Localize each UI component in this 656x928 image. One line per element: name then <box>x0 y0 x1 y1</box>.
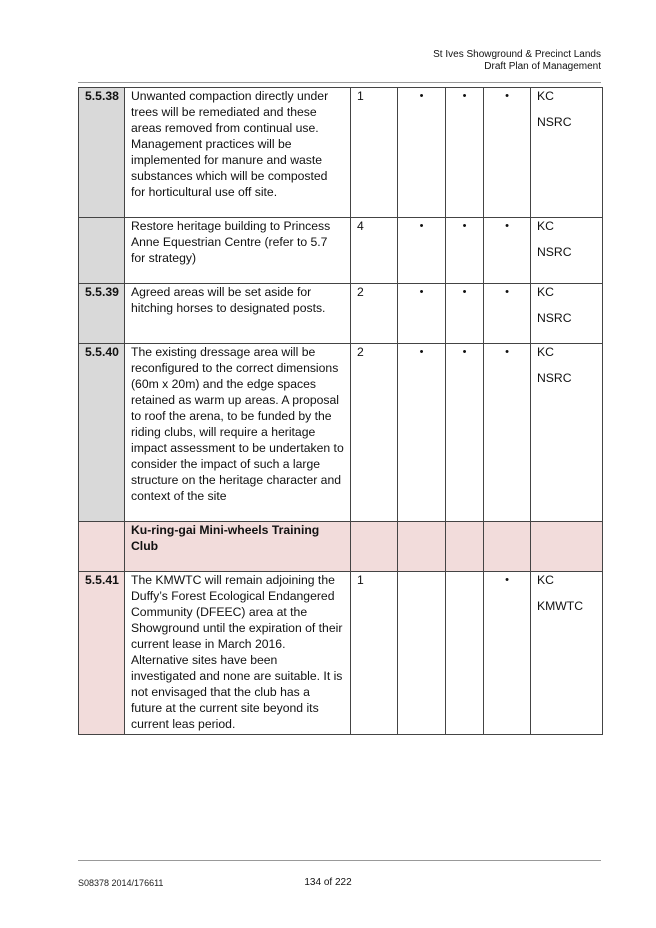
bullet-marker: • <box>398 88 446 218</box>
bullet-marker: • <box>446 284 484 344</box>
row-priority: 1 <box>351 88 398 218</box>
responsibility-item: KC <box>537 573 554 587</box>
bullet-marker <box>446 572 484 735</box>
responsibility-item: NSRC <box>537 245 572 259</box>
row-responsibility <box>531 344 603 522</box>
empty-cell <box>351 522 398 572</box>
row-priority: 2 <box>351 344 398 522</box>
bullet-marker: • <box>398 344 446 522</box>
row-id: 5.5.38 <box>79 88 125 218</box>
table-row <box>79 344 603 522</box>
table-row <box>79 218 603 284</box>
row-id: 5.5.40 <box>79 344 125 522</box>
header-title: St Ives Showground & Precinct Lands <box>433 49 601 60</box>
empty-cell <box>398 522 446 572</box>
row-id: 5.5.39 <box>79 284 125 344</box>
page-header <box>433 49 601 73</box>
row-priority: 4 <box>351 218 398 284</box>
table-row <box>79 88 603 218</box>
footer-rule <box>78 860 601 861</box>
section-heading-row <box>79 522 603 572</box>
responsibility-item: NSRC <box>537 115 572 129</box>
bullet-marker: • <box>484 218 531 284</box>
document-reference: S08378 2014/176611 <box>78 878 164 888</box>
bullet-marker: • <box>446 88 484 218</box>
table-row <box>79 284 603 344</box>
header-subtitle: Draft Plan of Management <box>484 61 601 72</box>
responsibility-item: KMWTC <box>537 599 584 613</box>
bullet-marker: • <box>398 218 446 284</box>
responsibility-item: NSRC <box>537 311 572 325</box>
row-id <box>79 218 125 284</box>
row-id: 5.5.41 <box>79 572 125 735</box>
responsibility-item: KC <box>537 345 554 359</box>
row-description: The existing dressage area will be reconfigured to the correct dimensions (60m x 20m) and the edge spaces retained as warm up areas. A proposal to roof the arena, to be funded by the riding clubs, will require a heritage impact assessment to be undertaken to consider the impact of such a large structure on the heritage character and context of the site <box>125 344 351 522</box>
bullet-marker: • <box>446 218 484 284</box>
row-priority: 1 <box>351 572 398 735</box>
bullet-marker: • <box>484 88 531 218</box>
header-rule <box>78 82 601 83</box>
empty-cell <box>446 522 484 572</box>
row-description: Unwanted compaction directly under trees will be remediated and these areas removed from continual use. Management practices will be implemented for manure and waste substances which will be composted for horticultural use off site. <box>125 88 351 218</box>
row-priority: 2 <box>351 284 398 344</box>
empty-cell <box>484 522 531 572</box>
section-id-cell <box>79 522 125 572</box>
bullet-marker: • <box>484 572 531 735</box>
row-description: Restore heritage building to Princess Anne Equestrian Centre (refer to 5.7 for strategy) <box>125 218 351 284</box>
bullet-marker: • <box>484 344 531 522</box>
row-description: The KMWTC will remain adjoining the Duffy’s Forest Ecological Endangered Community (DFEEC) area at the Showground until the expiration of their current lease in March 2016. Alternative sites have been investigated and none are suitable. It is not envisaged that the club has a future at the current site beyond its current leas period. <box>125 572 351 735</box>
bullet-marker: • <box>484 284 531 344</box>
row-responsibility <box>531 284 603 344</box>
table-row <box>79 572 603 735</box>
bullet-marker: • <box>446 344 484 522</box>
section-heading: Ku-ring-gai Mini-wheels Training Club <box>125 522 351 572</box>
row-responsibility <box>531 88 603 218</box>
responsibility-item: NSRC <box>537 371 572 385</box>
empty-cell <box>531 522 603 572</box>
bullet-marker <box>398 572 446 735</box>
responsibility-item: KC <box>537 219 554 233</box>
row-responsibility <box>531 218 603 284</box>
page-number: 134 of 222 <box>304 877 352 888</box>
row-description: Agreed areas will be set aside for hitching horses to designated posts. <box>125 284 351 344</box>
management-table <box>78 87 603 735</box>
responsibility-item: KC <box>537 89 554 103</box>
bullet-marker: • <box>398 284 446 344</box>
row-responsibility <box>531 572 603 735</box>
responsibility-item: KC <box>537 285 554 299</box>
